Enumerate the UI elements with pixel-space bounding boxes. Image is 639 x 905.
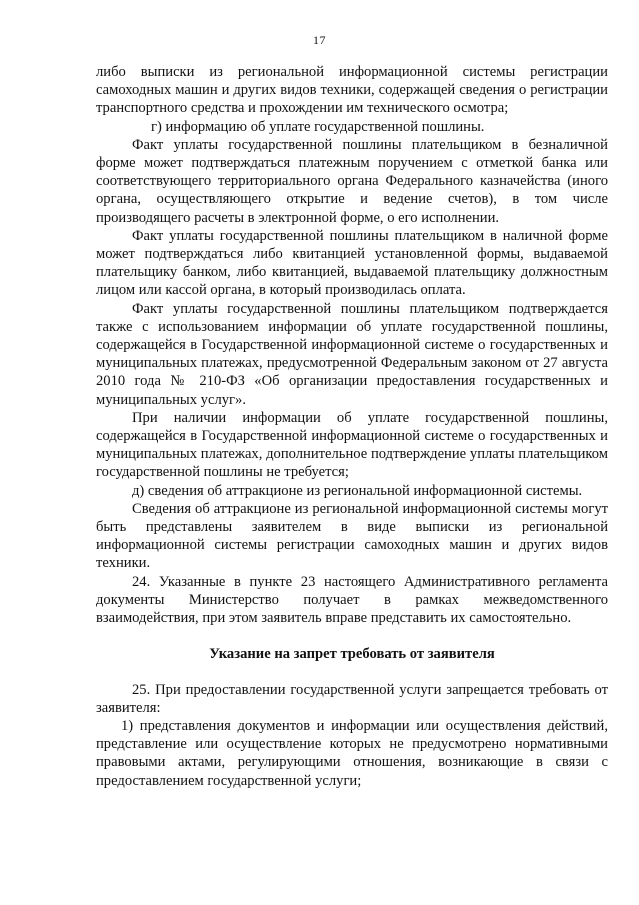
page-number: 17	[313, 33, 326, 47]
paragraph: д) сведения об аттракционе из региональной информационной системы.	[132, 482, 583, 499]
paragraph: 25. При предоставлении государственной услуги запрещается требовать от заявителя:	[96, 681, 608, 716]
paragraph: 24. Указанные в пункте 23 настоящего Административного регламента документы Министерство получает в рамках межведомственного взаимодействия, при этом заявитель вправе представить их самостоятельно.	[96, 573, 608, 627]
paragraph: Факт уплаты государственной пошлины плательщиком в безналичной форме может подтверждаться платежным поручением с отметкой банка или соответствующего территориального органа Федерального казначейства (иного органа, осуществляющего открытие и ведение счетов), в том числе производящего расчеты в электронной форме, о его исполнении.	[96, 136, 608, 226]
paragraph: Сведения об аттракционе из региональной информационной системы могут быть представлены заявителем в виде выписки из региональной информационной системы регистрации самоходных машин и других видов техники.	[96, 500, 608, 572]
paragraph: Факт уплаты государственной пошлины плательщиком подтверждается также с использованием информации об уплате государственной пошлины, содержащейся в Государственной информационной системе о государственных и муниципальных платежах, предусмотренной Федеральным законом от 27 августа 2010 года № 210-ФЗ «Об организации предоставления государственных и муниципальных услуг».	[96, 300, 608, 408]
section-heading: Указание на запрет требовать от заявителя	[209, 646, 495, 663]
paragraph: При наличии информации об уплате государственной пошлины, содержащейся в Государственной информационной системе о государственных и муниципальных платежах, дополнительное подтверждение уплаты плательщиком государственной пошлины не требуется;	[96, 409, 608, 481]
paragraph: 1) представления документов и информации или осуществления действий, представление или осуществление которых не предусмотрено нормативными правовыми актами, регулирующими отношения, возникающие в связи с предоставлением государственной услуги;	[96, 717, 608, 789]
paragraph: г) информацию об уплате государственной пошлины.	[151, 118, 485, 135]
paragraph: либо выписки из региональной информационной системы регистрации самоходных машин и других видов техники, содержащей сведения о регистрации транспортного средства и прохождении им технического осмотра;	[96, 64, 608, 117]
paragraph: Факт уплаты государственной пошлины плательщиком в наличной форме может подтверждаться либо квитанцией установленной формы, выдаваемой плательщику банком, либо квитанцией, выдаваемой плательщику должностным лицом или кассой органа, в который производилась оплата.	[96, 227, 608, 299]
document-body	[96, 63, 608, 790]
